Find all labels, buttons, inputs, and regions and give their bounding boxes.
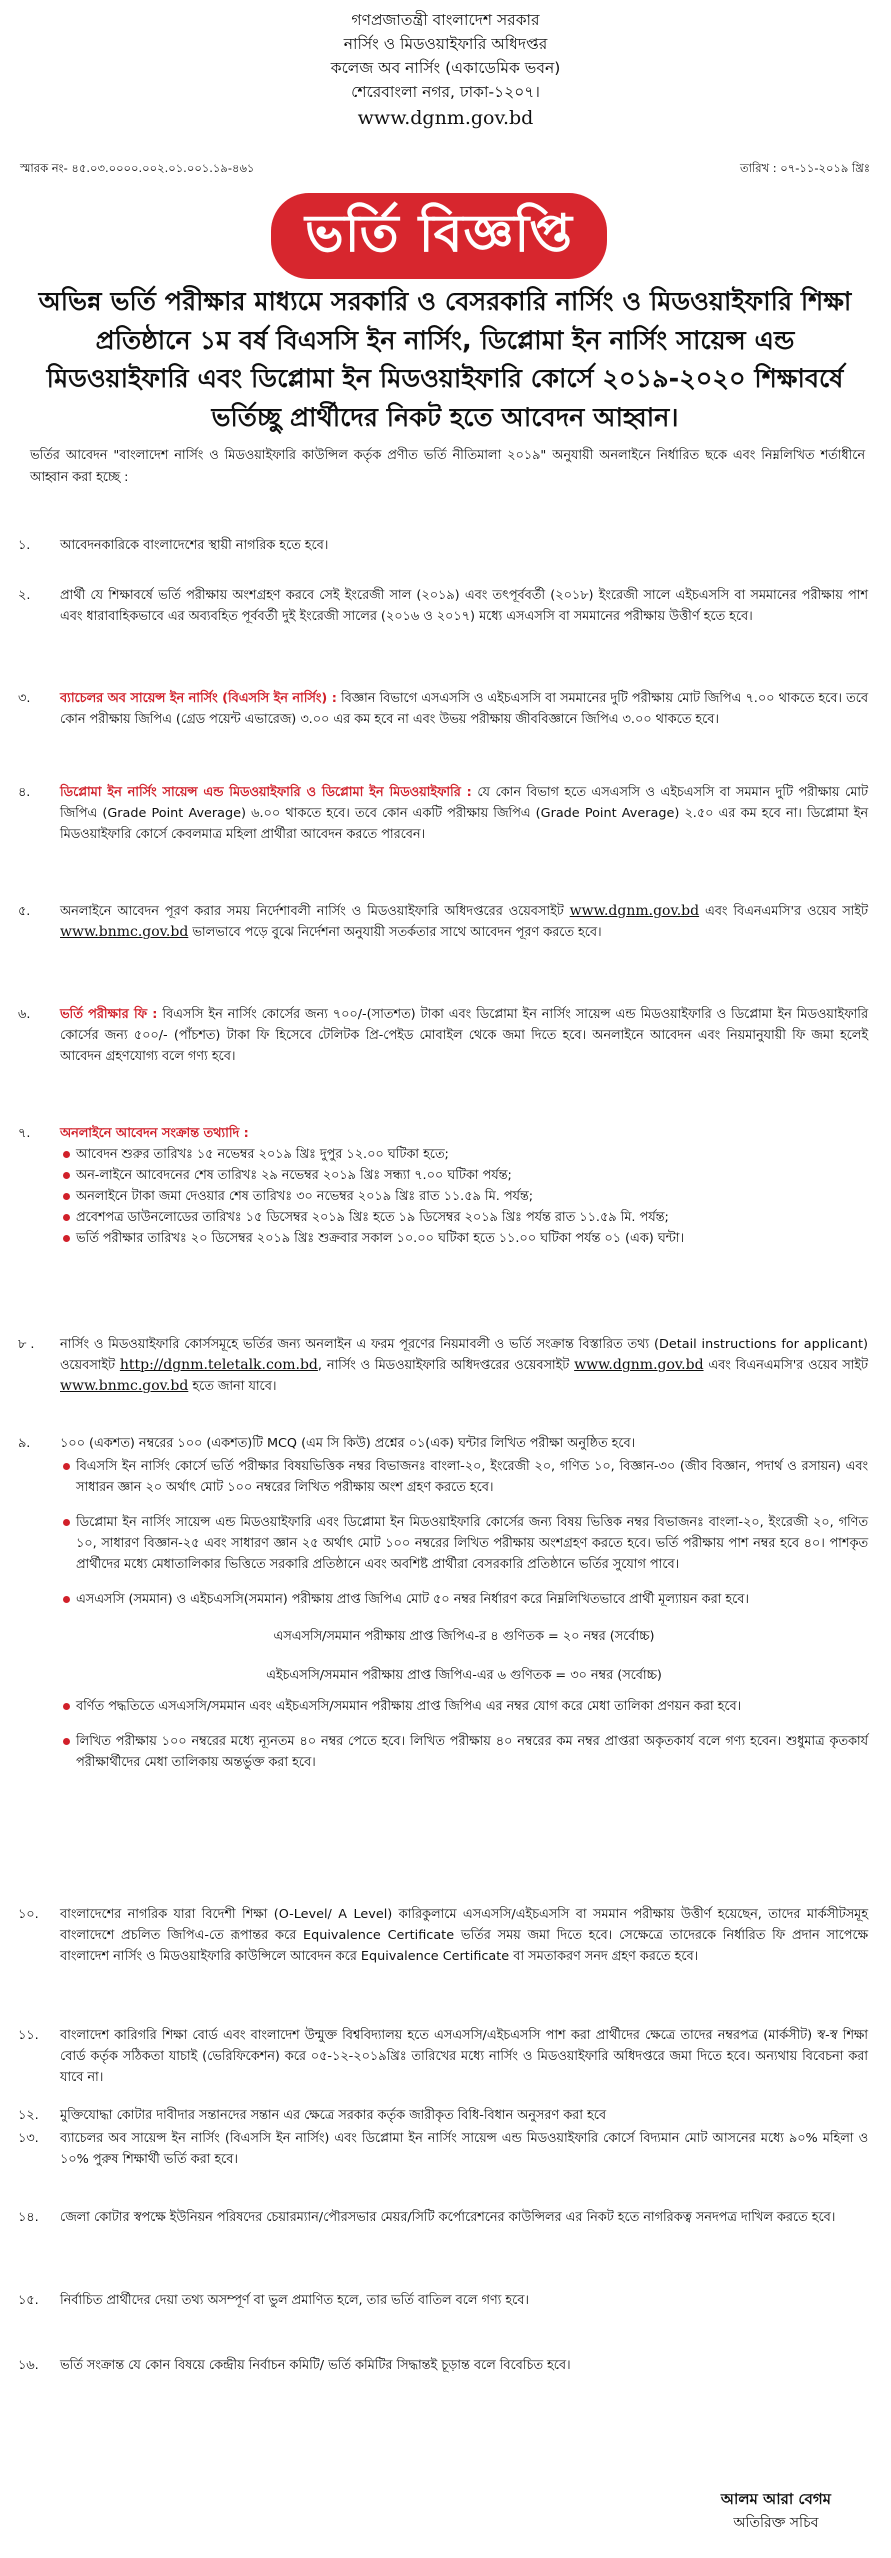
dgnm-website-link[interactable]: www.dgnm.gov.bd [574,1357,704,1373]
item-text: ভর্তি সংক্রান্ত যে কোন বিষয়ে কেন্দ্রীয় নির্বাচন কমিটি/ ভর্তি কমিটির সিদ্ধান্তই চূড়ান্ত বলে বিবেচিত হবে। [60,2358,571,2373]
item-number: ১৪. [18,2210,39,2225]
gpa-evaluation: এসএসসি (সমমান) ও এইচএসসি(সমমান) পরীক্ষায় প্রাপ্ত জিপিএ মোট ৫০ নম্বর নির্ধারণ করে নিম্নলিখিতভাবে প্রার্থী মূল্যায়ন করা হবে। [60,1589,868,1610]
merit-list-rule: বর্ণিত পদ্ধতিতে এসএসসি/সমমান এবং এইচএসসি/সমমান পরীক্ষায় প্রাপ্ত জিপিএ এর নম্বর যোগ করে মেধা তালিকা প্রণয়ন করা হবে। [60,1696,868,1717]
dgnm-website-link[interactable]: www.dgnm.gov.bd [569,903,700,919]
item-text: জেলা কোটার স্বপক্ষে ইউনিয়ন পরিষদের চেয়ারম্যান/পৌরসভার মেয়র/সিটি কর্পোরেশনের কাউন্সিলর এর নিকট হতে নাগরিকত্ব সনদপত্র দাখিল করতে হবে। [60,2210,836,2225]
bnmc-website-link[interactable]: www.bnmc.gov.bd [60,1378,189,1394]
signature-block [721,2487,831,2535]
notice-headline: অভিন্ন ভর্তি পরীক্ষার মাধ্যমে সরকারি ও বেসরকারি নার্সিং ও মিডওয়াইফারি শিক্ষা প্রতিষ্ঠানে ১ম বর্ষ বিএসসি ইন নার্সিং, ডিপ্লোমা ইন নার্সিং সায়েন্স এন্ড মিডওয়াইফারি এবং ডিপ্লোমা ইন মিডওয়াইফারি কোর্সে ২০১৯-২০২০ শিক্ষাবর্ষে ভর্তিচ্ছু প্রার্থীদের নিকট হতে আবেদন আহ্বান। [38,287,852,433]
item-text: বিএসসি ইন নার্সিং কোর্সের জন্য ৭০০/-(সাতশত) টাকা এবং ডিপ্লোমা ইন নার্সিং সায়েন্স এন্ড মিডওয়াইফারি ও ডিপ্লোমা ইন মিডওয়াইফারি কোর্সের জন্য ৫০০/- (পাঁচশত) টাকা ফি হিসেবে টেলিটক প্রি-পেইড মোবাইল থেকে জমা দিতে হবে। অনলাইনে আবেদন এবং নিয়মানুযায়ী ফি জমা হলেই আবেদন গ্রহণযোগ্য বলে গণ্য হবে। [60,1007,868,1064]
item-number: ১. [18,538,31,553]
item-text: বাংলাদেশ কারিগরি শিক্ষা বোর্ড এবং বাংলাদেশ উন্মুক্ত বিশ্ববিদ্যালয় হতে এসএসসি/এইচএসসি পাশ করা প্রার্থীদের ক্ষেত্রে তাদের নম্বরপত্র (মার্কসীট) স্ব-স্ব শিক্ষা বোর্ড কর্তৃক সঠিকতা যাচাই (ভেরিফিকেশন) করে ০৫-১২-২০১৯খ্রিঃ তারিখের মধ্যে নার্সিং ও মিডওয়াইফারি অধিদপ্তরে জমা দিতে হবে। অন্যথায় বিবেচনা করা যাবে না। [60,2028,868,2085]
admit-card-download-date: প্রবেশপত্র ডাউনলোডের তারিখঃ ১৫ ডিসেম্বর ২০১৯ খ্রিঃ হতে ১৯ ডিসেম্বর ২০১৯ খ্রিঃ পর্যন্ত রাত ১১.৫৯ মি. পর্যন্ত; [60,1207,868,1228]
bsc-heading: ব্যাচেলর অব সায়েন্স ইন নার্সিং (বিএসসি ইন নার্সিং) : [60,691,337,706]
notice-title: ভর্তি বিজ্ঞপ্তি [305,203,573,264]
directorate-name: নার্সিং ও মিডওয়াইফারি অধিদপ্তর [343,35,548,53]
issue-date: তারিখ : ০৭-১১-২০১৯ খ্রিঃ [739,161,870,175]
item-text: যে কোন বিভাগ হতে এসএসসি ও এইচএসসি বা সমমান দুটি পরীক্ষায় মোট জিপিএ (Grade Point Average) ৬.০০ থাকতে হবে। তবে কোন একটি পরীক্ষায় জিপিএ (Grade Point Average) ২.৫০ এর কম হবে না। ডিপ্লোমা ইন মিডওয়াইফারি কোর্সে কেবলমাত্র মহিলা প্রার্থীরা আবেদন করতে পারবেন। [60,785,868,842]
intro-paragraph: ভর্তির আবেদন "বাংলাদেশ নার্সিং ও মিডওয়াইফারি কাউন্সিল কর্তৃক প্রণীত ভর্তি নীতিমালা ২০১৯" অনুযায়ী অনলাইনে নির্ধারিত ছকে এবং নিম্নলিখিত শর্তাধীনে আহ্বান করা হচ্ছে : [30,448,865,485]
item-number: ৭. [18,1126,31,1141]
exam-format: ১০০ (একশত) নম্বরের ১০০ (একশত)টি MCQ (এম সি কিউ) প্রশ্নের ০১(এক) ঘন্টার লিখিত পরীক্ষা অনুষ্ঠিত হবে। [60,1436,636,1451]
government-name: গণপ্রজাতন্ত্রী বাংলাদেশ সরকার [351,11,540,29]
item-number: ৬. [18,1007,31,1022]
item-number: ৯. [18,1436,31,1451]
item-number: ১৫. [18,2293,39,2308]
letterhead [0,8,891,132]
notice-banner [271,193,607,279]
item-number: ১০. [18,1907,39,1922]
item-text: আবেদনকারিকে বাংলাদেশের স্থায়ী নাগরিক হতে হবে। [60,538,329,553]
exam-date: ভর্তি পরীক্ষার তারিখঃ ২০ ডিসেম্বর ২০১৯ খ্রিঃ শুক্রবার সকাল ১০.০০ ঘটিকা হতে ১১.০০ ঘটিকা পর্যন্ত ০১ (এক) ঘন্টা। [60,1228,868,1249]
signatory-title: অতিরিক্ত সচিব [733,2515,819,2531]
header-website: www.dgnm.gov.bd [357,107,534,129]
building-name: কলেজ অব নার্সিং (একাডেমিক ভবন) [330,59,561,77]
diploma-mark-distribution: ডিপ্লোমা ইন নার্সিং সায়েন্স এন্ড মিডওয়াইফারি এবং ডিপ্লোমা ইন মিডওয়াইফারি কোর্সের জন্য বিষয় ভিত্তিক নম্বর বিভাজনঃ বাংলা-২০, ইংরেজী ২০, গণিত ১০, সাধারণ বিজ্ঞান-২৫ এবং সাধারণ জ্ঞান ২৫ অর্থাৎ মোট ১০০ নম্বরের লিখিত পরীক্ষায় অংশগ্রহণ করতে হবে। ভর্তি পরীক্ষায় পাশ নম্বর হবে ৪০। পাশকৃত প্রার্থীদের মধ্যে মেধাতালিকার ভিত্তিতে সরকারি প্রতিষ্ঠানে এবং অবশিষ্ট প্রার্থীরা বেসরকারি প্রতিষ্ঠানে ভর্তির সুযোগ পাবে। [60,1512,868,1575]
item-number: ১২. [18,2108,39,2123]
item-text: নির্বাচিত প্রার্থীদের দেয়া তথ্য অসম্পূর্ণ বা ভুল প্রমাণিত হলে, তার ভর্তি বাতিল বলে গণ্য হবে। [60,2293,529,2308]
item-number: ১৬. [18,2358,39,2373]
teletalk-link[interactable]: http://dgnm.teletalk.com.bd [119,1357,318,1373]
item-number: ১১. [18,2028,39,2043]
bsc-mark-distribution: বিএসসি ইন নার্সিং কোর্সে ভর্তি পরীক্ষার বিষয়ভিত্তিক নম্বর বিভাজনঃ বাংলা-২০, ইংরেজী ২০, গণিত ১০, বিজ্ঞান-৩০ (জীব বিজ্ঞান, পদার্থ ও রসায়ন) এবং সাধারন জ্ঞান ২০ অর্থাৎ মোট ১০০ নম্বরের লিখিত পরীক্ষায় অংশ গ্রহণ করতে হবে। [60,1456,868,1498]
reference-row [20,160,870,182]
item-number: ২. [18,588,31,603]
diploma-heading: ডিপ্লোমা ইন নার্সিং সায়েন্স এন্ড মিডওয়াইফারি ও ডিপ্লোমা ইন মিডওয়াইফারি : [60,785,472,800]
item-number: ৪. [18,785,31,800]
fee-heading: ভর্তি পরীক্ষার ফি : [60,1007,158,1022]
item-text: মুক্তিযোদ্ধা কোটার দাবীদার সন্তানদের সন্তান এর ক্ষেত্রে সরকার কর্তৃক জারীকৃত বিধি-বিধান অনুসরণ করা হবে [60,2108,606,2123]
item-text: ব্যাচেলর অব সায়েন্স ইন নার্সিং (বিএসসি ইন নার্সিং) এবং ডিপ্লোমা ইন নার্সিং সায়েন্স এন্ড মিডওয়াইফারি কোর্সে বিদ্যমান মোট আসনের মধ্যে ৯০% মহিলা ও ১০% পুরুষ শিক্ষার্থী ভর্তি করা হবে। [60,2131,868,2167]
hsc-gpa-formula: এইচএসসি/সমমান পরীক্ষায় প্রাপ্ত জিপিএ-এর ৬ গুণিতক = ৩০ নম্বর (সর্বোচ্চ) [266,1668,662,1683]
item-number: ৫. [18,904,31,919]
application-end-date: অন-লাইনে আবেদনের শেষ তারিখঃ ২৯ নভেম্বর ২০১৯ খ্রিঃ সন্ধ্যা ৭.০০ ঘটিকা পর্যন্ত; [60,1165,868,1186]
item-text: বিজ্ঞান বিভাগে এসএসসি ও এইচএসসি বা সমমানের দুটি পরীক্ষায় মোট জিপিএ ৭.০০ থাকতে হবে। তবে কোন পরীক্ষায় জিপিএ (গ্রেড পয়েন্ট এভারেজ) ৩.০০ এর কম হবে না এবং উভয় পরীক্ষায় জীববিজ্ঞানে জিপিএ ৩.০০ থাকতে হবে। [60,691,869,727]
bnmc-website-link[interactable]: www.bnmc.gov.bd [60,924,189,940]
admission-notice-page: গণপ্রজাতন্ত্রী বাংলাদেশ সরকার নার্সিং ও মিডওয়াইফারি অধিদপ্তর কলেজ অব নার্সিং (একাডেমিক ভবন) শেরেবাংলা নগর, ঢাকা-১২০৭। www.dgnm.gov.bd স্মারক নং- ৪৫.০৩.০০০০.০০২.০১.০০১.১৯-৪৬১ তারিখ : ০৭-১১-২০১৯ খ্রিঃ ভর্তি বিজ্ঞপ্তি অভিন্ন ভর্তি পরীক্ষার মাধ্যমে সরকারি ও বেসরকারি নার্সিং ও মিডওয়াইফারি শিক্ষা প্রতিষ্ঠানে ১ম বর্ষ বিএসসি ইন নার্সিং, ডিপ্লোমা ইন নার্সিং সায়েন্স এন্ড মিডওয়াইফারি এবং ডিপ্লোমা ইন মিডওয়াইফারি কোর্সে ২০১৯-২০২০ শিক্ষাবর্ষে ভর্তিচ্ছু প্রার্থীদের নিকট হতে আবেদন আহ্বান। ভর্তির আবেদন "বাংলাদেশ নার্সিং ও মিডওয়াইফারি কাউন্সিল কর্তৃক প্রণীত ভর্তি নীতিমালা ২০১৯" অনুযায়ী অনলাইনে নির্ধারিত ছকে এবং নিম্নলিখিত শর্তাধীনে আহ্বান করা হচ্ছে : ১. আবেদনকারিকে বাংলাদেশের স্থায়ী নাগরিক হতে হবে। ২. প্রার্থী যে শিক্ষাবর্ষে ভর্তি পরীক্ষায় অংশগ্রহণ করবে সেই ইংরেজী সাল (২০১৯) এবং তৎপূর্ববর্তী (২০১৮) ইংরেজী সালে এইচএসসি বা সমমানের পরীক্ষায় পাশ এবং ধারাবাহিকভাবে এর অব্যবহিত পূর্ববর্তী দুই ইংরেজী সালের (২০১৬ ও ২০১৭) মধ্যে এসএসসি বা সমমানের পরীক্ষায় উত্তীর্ণ হতে হবে। ৩. ব্যাচেলর অব সায়েন্স ইন নার্সিং (বিএসসি ইন নার্সিং) : বিজ্ঞান বিভাগে এসএসসি ও এইচএসসি বা সমমানের দুটি পরীক্ষায় মোট জিপিএ ৭.০০ থাকতে হবে। তবে কোন পরীক্ষায় জিপিএ (গ্রেড পয়েন্ট এভারেজ) ৩.০০ এর কম হবে না এবং উভয় পরীক্ষায় জীববিজ্ঞানে জিপিএ ৩.০০ থাকতে হবে। ৪. ডিপ্লোমা ইন নার্সিং সায়েন্স এন্ড মিডওয়াইফারি ও ডিপ্লোমা ইন মিডওয়াইফারি : যে কোন বিভাগ হতে এসএসসি ও এইচএসসি বা সমমান দুটি পরীক্ষায় মোট জিপিএ (Grade Point Average) ৬.০০ থাকতে হবে। তবে কোন একটি পরীক্ষায় জিপিএ (Grade Point Average) ২.৫০ এর কম হবে না। ডিপ্লোমা ইন মিডওয়াইফারি কোর্সে কেবলমাত্র মহিলা প্রার্থীরা আবেদন করতে পারবেন। ৫. অনলাইনে আবেদন পূরণ করার সময় নির্দেশাবলী নার্সিং ও মিডওয়াইফারি অধিদপ্তরের ওয়েবসাইট www.dgnm.gov.bd এবং বিএনএমসি'র ওয়েব সাইট www.bnmc.gov.bd ভালভাবে পড়ে বুঝে নির্দেশনা অনুযায়ী সতর্কতার সাথে আবেদন পূরণ করতে হবে। ৬. ভর্তি পরীক্ষার ফি : বিএসসি ইন নার্সিং কোর্সের জন্য ৭০০/-(সাতশত) টাকা এবং ডিপ্লোমা ইন নার্সিং সায়েন্স এন্ড মিডওয়াইফারি ও ডিপ্লোমা ইন মিডওয়াইফারি কোর্সের জন্য ৫০০/- (পাঁচশত) টাকা ফি হিসেবে টেলিটক প্রি-পেইড মোবাইল থেকে জমা দিতে হবে। অনলাইনে আবেদন এবং নিয়মানুযায়ী ফি জমা হলেই আবেদন গ্রহণযোগ্য বলে গণ্য হবে। ৭. অনলাইনে আবেদন সংক্রান্ত তথ্যাদি : আবেদন শুরুর তারিখঃ ১৫ নভেম্বর ২০১৯ খ্রিঃ দুপুর ১২.০০ ঘটিকা হতে; অন-লাইনে আবেদনের শেষ তারিখঃ ২৯ নভেম্বর ২০১৯ খ্রিঃ সন্ধ্যা ৭.০০ ঘটিকা পর্যন্ত; অনলাইনে টাকা জমা দেওয়ার শেষ তারিখঃ ৩০ নভেম্বর ২০১৯ খ্রিঃ রাত ১১.৫৯ মি. পর্যন্ত; প্রবেশপত্র ডাউনলোডের তারিখঃ ১৫ ডিসেম্বর ২০১৯ খ্রিঃ হতে ১৯ ডিসেম্বর ২০১৯ খ্রিঃ পর্যন্ত রাত ১১.৫৯ মি. পর্যন্ত; ভর্তি পরীক্ষার তারিখঃ ২০ ডিসেম্বর ২০১৯ খ্রিঃ শুক্রবার সকাল ১০.০০ ঘটিকা হতে ১১.০০ ঘটিকা পর্যন্ত ০১ (এক) ঘন্টা। ৮ . নার্সিং ও মিডওয়াইফারি কোর্সসমূহে ভর্তির জন্য অনলাইন এ ফরম পূরণের নিয়মাবলী ও ভর্তি সংক্রান্ত বিস্তারিত তথ্য (Detail instructions for applicant) ওয়েবসাইট http://dgnm.teletalk.com.bd, নার্সিং ও মিডওয়াইফারি অধিদপ্তরের ওয়েবসাইট www.dgnm.gov.bd এবং বিএনএমসি'র ওয়েব সাইট www.bnmc.gov.bd হতে জানা যাবে। ৯. ১০০ (একশত) নম্বরের ১০০ (একশত)টি MCQ (এম সি কিউ) প্রশ্নের ০১(এক) ঘন্টার লিখিত পরীক্ষা অনুষ্ঠিত হবে। বিএসসি ইন নার্সিং কোর্সে ভর্তি পরীক্ষার বিষয়ভিত্তিক নম্বর বিভাজনঃ বাংলা-২০, ইংরেজী ২০, গণিত ১০, বিজ্ঞান-৩০ (জীব বিজ্ঞান, পদার্থ ও রসায়ন) এবং সাধারন জ্ঞান ২০ অর্থাৎ মোট ১০০ নম্বরের লিখিত পরীক্ষায় অংশ গ্রহণ করতে হবে। ডিপ্লোমা ইন নার্সিং সায়েন্স এন্ড মিডওয়াইফারি এবং ডিপ্লোমা ইন মিডওয়াইফারি কোর্সের জন্য বিষয় ভিত্তিক নম্বর বিভাজনঃ বাংলা-২০, ইংরেজী ২০, গণিত ১০, সাধারণ বিজ্ঞান-২৫ এবং সাধারণ জ্ঞান ২৫ অর্থাৎ মোট ১০০ নম্বরের লিখিত পরীক্ষায় অংশগ্রহণ করতে হবে। ভর্তি পরীক্ষায় পাশ নম্বর হবে ৪০। পাশকৃত প্রার্থীদের মধ্যে মেধাতালিকার ভিত্তিতে সরকারি প্রতিষ্ঠানে এবং অবশিষ্ট প্রার্থীরা বেসরকারি প্রতিষ্ঠানে ভর্তির সুযোগ পাবে। এসএসসি (সমমান) ও এইচএসসি(সমমান) পরীক্ষায় প্রাপ্ত জিপিএ মোট ৫০ নম্বর নির্ধারণ করে নিম্নলিখিতভাবে প্রার্থী মূল্যায়ন করা হবে। এসএসসি/সমমান পরীক্ষায় প্রাপ্ত জিপিএ-র ৪ গুণিতক = ২০ নম্বর (সর্বোচ্চ) এইচএসসি/সমমান পরীক্ষায় প্রাপ্ত জিপিএ-এর ৬ গুণিতক = ৩০ নম্বর (সর্বোচ্চ) বর্ণিত পদ্ধতিতে এসএসসি/সমমান এবং এইচএসসি/সমমান পরীক্ষায় প্রাপ্ত জিপিএ এর নম্বর যোগ করে মেধা তালিকা প্রণয়ন করা হবে। লিখিত পরীক্ষায় ১০০ নম্বরের মধ্যে ন্যূনতম ৪০ নম্বর পেতে হবে। লিখিত পরীক্ষায় ৪০ নম্বরের কম নম্বর প্রাপ্তরা অকৃতকার্য বলে গণ্য হবেন। শুধুমাত্র কৃতকার্য পরীক্ষার্থীদের মেধা তালিকায় অন্তর্ভুক্ত করা হবে। ১০. বাংলাদেশের নাগরিক যারা বিদেশী শিক্ষা (O-Level/ A Level) কারিকুলামে এসএসসি/এইচএসসি বা সমমান পরীক্ষায় উত্তীর্ণ হয়েছেন, তাদের মার্কসীটসমূহ বাংলাদেশে প্রচলিত জিপিএ-তে রূপান্তর করে Equivalence Certificate ভর্তির সময় জমা দিতে হবে। সেক্ষেত্রে তাদেরকে নির্ধারিত ফি প্রদান সাপেক্ষে বাংলাদেশ নার্সিং ও মিডওয়াইফারি কাউন্সিলে আবেদন করে Equivalence Certificate বা সমতাকরণ সনদ গ্রহণ করতে হবে। ১১. বাংলাদেশ কারিগরি শিক্ষা বোর্ড এবং বাংলাদেশ উন্মুক্ত বিশ্ববিদ্যালয় হতে এসএসসি/এইচএসসি পাশ করা প্রার্থীদের ক্ষেত্রে তাদের নম্বরপত্র (মার্কসীট) স্ব-স্ব শিক্ষা বোর্ড কর্তৃক সঠিকতা যাচাই (ভেরিফিকেশন) করে ০৫-১২-২০১৯খ্রিঃ তারিখের মধ্যে নার্সিং ও মিডওয়াইফারি অধিদপ্তরে জমা দিতে হবে। অন্যথায় বিবেচনা করা যাবে না। ১২. মুক্তিযোদ্ধা কোটার দাবীদার সন্তানদের সন্তান এর ক্ষেত্রে সরকার কর্তৃক জারীকৃত বিধি-বিধান অনুসরণ করা হবে ১৩. ব্যাচেলর অব সায়েন্স ইন নার্সিং (বিএসসি ইন নার্সিং) এবং ডিপ্লোমা ইন নার্সিং সায়েন্স এন্ড মিডওয়াইফারি কোর্সে বিদ্যমান মোট আসনের মধ্যে ৯০% মহিলা ও ১০% পুরুষ শিক্ষার্থী ভর্তি করা হবে। ১৪. জেলা কোটার স্বপক্ষে ইউনিয়ন পরিষদের চেয়ারম্যান/পৌরসভার মেয়র/সিটি কর্পোরেশনের কাউন্সিলর এর নিকট হতে নাগরিকত্ব সনদপত্র দাখিল করতে হবে। ১৫. নির্বাচিত প্রার্থীদের দেয়া তথ্য অসম্পূর্ণ বা ভুল প্রমাণিত হলে, তার ভর্তি বাতিল বলে গণ্য হবে। ১৬. ভর্তি সংক্রান্ত যে কোন বিষয়ে কেন্দ্রীয় নির্বাচন কমিটি/ ভর্তি কমিটির সিদ্ধান্তই চূড়ান্ত বলে বিবেচিত হবে। আলম আরা বেগম অতিরিক্ত সচিব [0,0,891,2558]
item-number: ১৩. [18,2131,39,2146]
item-number: ৩. [18,691,31,706]
item-text: প্রার্থী যে শিক্ষাবর্ষে ভর্তি পরীক্ষায় অংশগ্রহণ করবে সেই ইংরেজী সাল (২০১৯) এবং তৎপূর্ববর্তী (২০১৮) ইংরেজী সালে এইচএসসি বা সমমানের পরীক্ষায় পাশ এবং ধারাবাহিকভাবে এর অব্যবহিত পূর্ববর্তী দুই ইংরেজী সালের (২০১৬ ও ২০১৭) মধ্যে এসএসসি বা সমমানের পরীক্ষায় উত্তীর্ণ হতে হবে। [60,588,868,624]
ssc-gpa-formula: এসএসসি/সমমান পরীক্ষায় প্রাপ্ত জিপিএ-র ৪ গুণিতক = ২০ নম্বর (সর্বোচ্চ) [273,1629,655,1644]
item-text: বাংলাদেশের নাগরিক যারা বিদেশী শিক্ষা (O-Level/ A Level) কারিকুলামে এসএসসি/এইচএসসি বা সমমান পরীক্ষায় উত্তীর্ণ হয়েছেন, তাদের মার্কসীটসমূহ বাংলাদেশে প্রচলিত জিপিএ-তে রূপান্তর করে Equivalence Certificate ভর্তির সময় জমা দিতে হবে। সেক্ষেত্রে তাদেরকে নির্ধারিত ফি প্রদান সাপেক্ষে বাংলাদেশ নার্সিং ও মিডওয়াইফারি কাউন্সিলে আবেদন করে Equivalence Certificate বা সমতাকরণ সনদ গ্রহণ করতে হবে। [60,1907,868,1964]
memo-number: স্মারক নং- ৪৫.০৩.০০০০.০০২.০১.০০১.১৯-৪৬১ [20,161,255,175]
signatory-name: আলম আরা বেগম [720,2490,831,2508]
address: শেরেবাংলা নগর, ঢাকা-১২০৭। [351,83,540,101]
pass-mark-rule: লিখিত পরীক্ষায় ১০০ নম্বরের মধ্যে ন্যূনতম ৪০ নম্বর পেতে হবে। লিখিত পরীক্ষায় ৪০ নম্বরের কম নম্বর প্রাপ্তরা অকৃতকার্য বলে গণ্য হবেন। শুধুমাত্র কৃতকার্য পরীক্ষার্থীদের মেধা তালিকায় অন্তর্ভুক্ত করা হবে। [60,1731,868,1773]
online-info-heading: অনলাইনে আবেদন সংক্রান্ত তথ্যাদি : [60,1126,249,1141]
item-number: ৮ . [18,1337,35,1352]
payment-end-date: অনলাইনে টাকা জমা দেওয়ার শেষ তারিখঃ ৩০ নভেম্বর ২০১৯ খ্রিঃ রাত ১১.৫৯ মি. পর্যন্ত; [60,1186,868,1207]
application-start-date: আবেদন শুরুর তারিখঃ ১৫ নভেম্বর ২০১৯ খ্রিঃ দুপুর ১২.০০ ঘটিকা হতে; [60,1144,868,1165]
